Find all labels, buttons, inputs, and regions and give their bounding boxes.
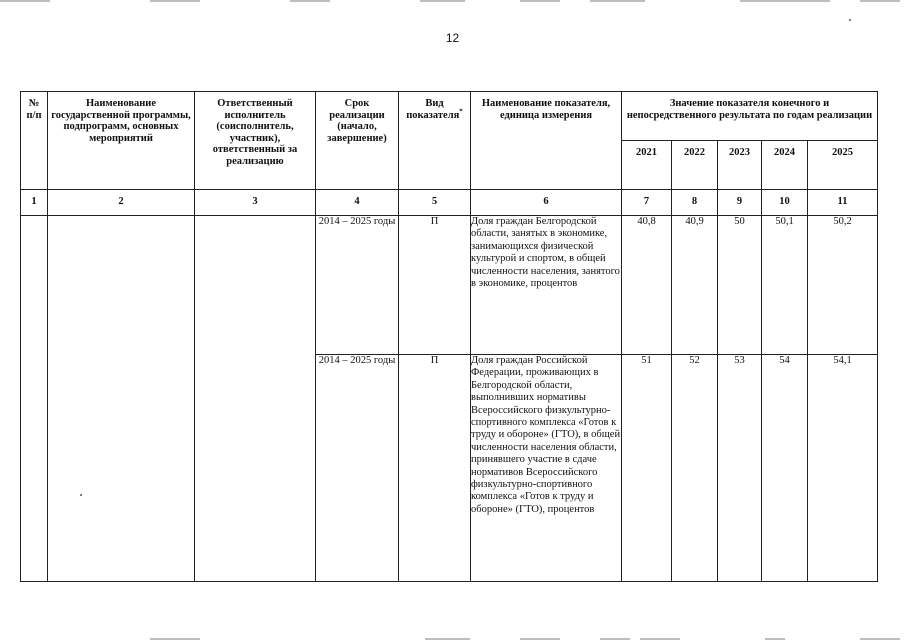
header-indicator-kind (399, 92, 471, 190)
header-row (21, 92, 878, 141)
cell-value-2025: 50,2 (808, 216, 878, 355)
header-program-name: Наименование государственной программы, подпрограмм, основных мероприятий (48, 92, 195, 190)
column-number: 8 (672, 190, 718, 216)
page-number: 12 (445, 31, 460, 45)
cell-value-2024: 54 (762, 355, 808, 582)
column-number: 4 (316, 190, 399, 216)
header-year: 2021 (622, 141, 672, 190)
scan-edge-top (0, 0, 50, 2)
cell-kind: П (399, 355, 471, 582)
header-indicator-name: Наименование показателя, единица измерения (471, 92, 622, 190)
scan-speck (849, 19, 851, 21)
scan-edge-top (590, 0, 645, 2)
cell-indicator: Доля граждан Белгородской области, занятых в экономике, занимающихся физической культурой и спортом, в общей численности населения, занятого в экономике, процентов (471, 216, 622, 355)
header-year: 2022 (672, 141, 718, 190)
column-number: 2 (48, 190, 195, 216)
cell-value-2023: 50 (718, 216, 762, 355)
cell-term: 2014 – 2025 годы (316, 355, 399, 582)
column-number: 10 (762, 190, 808, 216)
cell-program-empty (48, 216, 195, 582)
column-number: 3 (195, 190, 316, 216)
column-number: 1 (21, 190, 48, 216)
cell-executor-empty (195, 216, 316, 582)
header-indicator-kind-text: Вид показателя (406, 98, 460, 121)
cell-term: 2014 – 2025 годы (316, 216, 399, 355)
scan-edge-top (860, 0, 900, 2)
cell-value-2021: 40,8 (622, 216, 672, 355)
column-number: 9 (718, 190, 762, 216)
scan-edge-top (420, 0, 465, 2)
indicators-table (20, 91, 878, 582)
header-years-group: Значение показателя конечного и непосредственного результата по годам реализации (622, 92, 878, 141)
header-number: № п/п (21, 92, 48, 190)
cell-indicator: Доля граждан Российской Федерации, проживающих в Белгородской области, выполнивших нормативы Всероссийского физкультурно-спортивного комплекса «Готов к труду и обороне» (ГТО), в общей численности населения области, принявшего участие в сдаче нормативов Всероссийского физкультурно-спортивного комплекса «Готов к труду и обороне» (ГТО), процентов (471, 355, 622, 582)
column-numbers-row (21, 190, 878, 216)
header-executor: Ответственный исполнитель (соисполнитель, участник), ответственный за реализацию (195, 92, 316, 190)
header-year: 2023 (718, 141, 762, 190)
cell-value-2021: 51 (622, 355, 672, 582)
cell-value-2023: 53 (718, 355, 762, 582)
column-number: 6 (471, 190, 622, 216)
cell-value-2022: 40,9 (672, 216, 718, 355)
scan-edge-top (150, 0, 200, 2)
scan-edge-top (520, 0, 560, 2)
table-row (21, 216, 878, 355)
cell-value-2025: 54,1 (808, 355, 878, 582)
column-number: 11 (808, 190, 878, 216)
footnote-mark: * (459, 107, 463, 116)
header-year: 2024 (762, 141, 808, 190)
scan-edge-top (290, 0, 330, 2)
header-term: Срок реализации (начало, завершение) (316, 92, 399, 190)
cell-value-2022: 52 (672, 355, 718, 582)
scan-edge-top (740, 0, 830, 2)
column-number: 5 (399, 190, 471, 216)
header-year: 2025 (808, 141, 878, 190)
cell-number-empty (21, 216, 48, 582)
column-number: 7 (622, 190, 672, 216)
cell-kind: П (399, 216, 471, 355)
cell-value-2024: 50,1 (762, 216, 808, 355)
